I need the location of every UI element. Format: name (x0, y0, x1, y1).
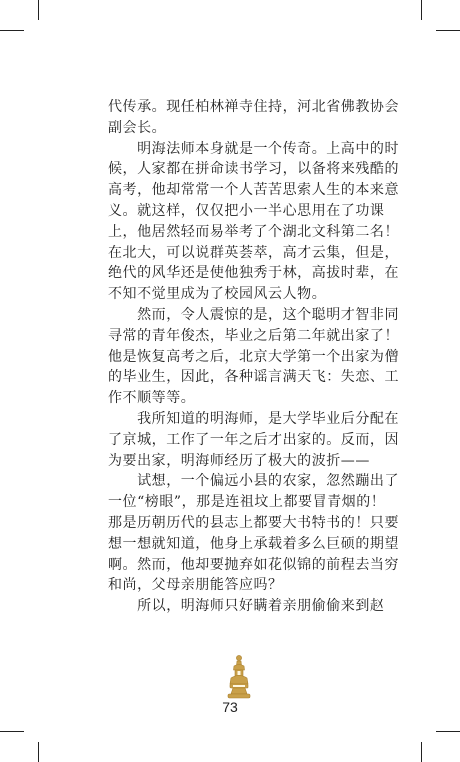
text-line: 试想，一个偏远小县的农家，忽然蹦出了 (108, 473, 399, 490)
text-line: 作不顺等等。 (108, 390, 196, 407)
text-line: 义。就这样，仅仅把小一半心思用在了功课 (108, 202, 385, 219)
crop-mark (38, 742, 39, 762)
text-line: 的毕业生，因此，各种谣言满天飞：失恋、工 (108, 369, 399, 386)
text-line: 副会长。 (108, 119, 167, 136)
page-number: 73 (222, 699, 238, 715)
body-text (108, 97, 399, 617)
crop-mark (0, 30, 24, 31)
text-line: 了京城，工作了一年之后才出家的。反而，因 (108, 431, 399, 448)
temple-bell-emblem-icon (226, 654, 252, 700)
text-line: 上，他居然轻而易举考了个湖北文科第二名！ (108, 223, 399, 240)
paragraph (108, 305, 399, 409)
paragraph (108, 139, 399, 305)
text-line: 和尚，父母亲朋能答应吗？ (108, 577, 283, 594)
text-line: 他是恢复高考之后，北京大学第一个出家为僧 (108, 348, 399, 365)
paragraph (108, 471, 399, 596)
crop-mark (421, 0, 422, 20)
text-line: 高考，他却常常一个人苦苦思索人生的本来意 (108, 182, 399, 199)
text-line: 想一想就知道，他身上承载着多么巨硕的期望 (108, 535, 399, 552)
text-line: 啊。然而，他却要抛弃如花似锦的前程去当穷 (108, 556, 399, 573)
text-line: 为要出家，明海师经历了极大的波折—— (108, 452, 370, 469)
text-line: 然而，令人震惊的是，这个聪明才智非同 (108, 306, 399, 323)
text-line: 所以，明海师只好瞒着亲朋偷偷来到赵 (108, 598, 385, 615)
text-line: 代传承。现任柏林禅寺住持，河北省佛教协会 (108, 99, 399, 115)
text-line: 那是历朝历代的县志上都要大书特书的！只要 (108, 514, 399, 531)
crop-mark (421, 742, 422, 762)
text-line: 我所知道的明海师，是大学毕业后分配在 (108, 410, 399, 427)
crop-mark (38, 0, 39, 20)
text-line: 寻常的青年俊杰，毕业之后第二年就出家了！ (108, 327, 399, 344)
text-line: 候，人家都在拼命读书学习，以备将来残酷的 (108, 161, 399, 178)
text-line: 明海法师本身就是一个传奇。上高中的时 (108, 140, 399, 157)
text-line: 绝代的风华还是使他独秀于林，高拔时辈，在 (108, 265, 399, 282)
crop-mark (436, 731, 460, 732)
text-line: 不知不觉里成为了校园风云人物。 (108, 286, 327, 303)
text-line: 一位“榜眼”，那是连祖坟上都要冒青烟的！ (108, 494, 386, 511)
paragraph (108, 596, 394, 617)
text-line: 在北大，可以说群英荟萃，高才云集，但是， (108, 244, 399, 261)
crop-mark (0, 731, 24, 732)
crop-mark (436, 30, 460, 31)
paragraph (108, 97, 399, 139)
paragraph (108, 409, 399, 471)
